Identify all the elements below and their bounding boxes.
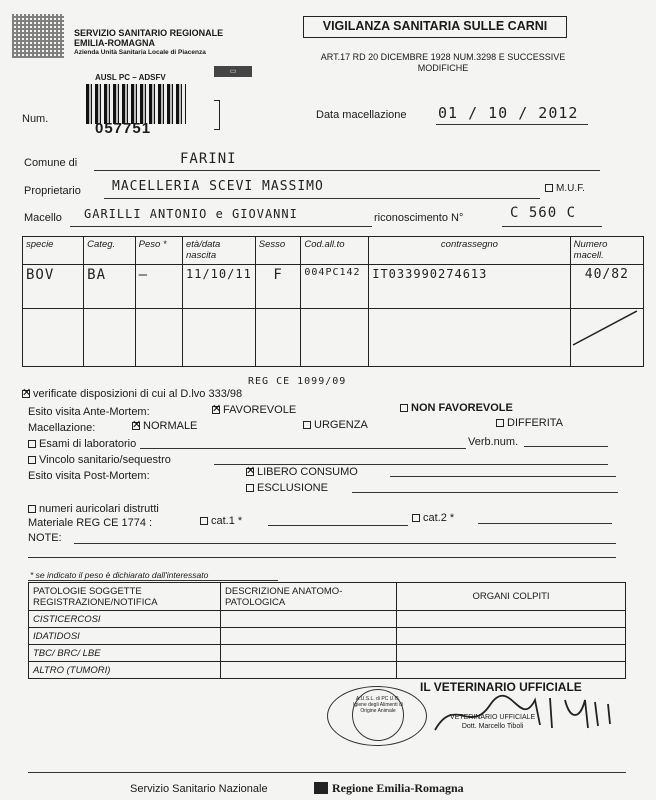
- document-title: VIGILANZA SANITARIA SULLE CARNI: [303, 16, 567, 38]
- td-eta: 11/10/11: [183, 265, 256, 309]
- favorevole-option: [212, 404, 296, 416]
- cat2-option: [412, 512, 454, 524]
- verificate-label: verificate disposizioni di cui al D.lvo 333/98: [33, 388, 243, 400]
- differita-checkbox[interactable]: [496, 419, 504, 427]
- th-patologie: PATOLOGIE SOGGETTE REGISTRAZIONE/NOTIFICA: [29, 583, 221, 611]
- non-favorevole-checkbox[interactable]: [400, 404, 408, 412]
- empty-cell: [221, 611, 397, 628]
- subtitle-line2: MODIFICHE: [417, 63, 469, 73]
- td-contrassegno: IT033990274613: [369, 265, 570, 309]
- number-bracket: [214, 100, 220, 130]
- comune-value: FARINI: [180, 151, 237, 167]
- empty-cell: [221, 628, 397, 645]
- table-row: [29, 662, 626, 679]
- vet-signature: [430, 690, 630, 740]
- vet-stamp-line1: VETERINARIO UFFICIALE: [450, 714, 536, 721]
- table-row: [29, 611, 626, 628]
- td-codall: 004PC142: [301, 265, 369, 309]
- rer-logo: [314, 782, 328, 794]
- empty-cell: [135, 309, 182, 367]
- auricolari-label: numeri auricolari distrutti: [39, 503, 159, 515]
- libero-option: [246, 466, 358, 478]
- cat1-underline: [268, 525, 408, 526]
- muf-label: M.U.F.: [556, 183, 585, 194]
- th-sesso: Sesso: [255, 237, 301, 265]
- ausl-code: AUSL PC – ADSFV: [95, 73, 166, 82]
- normale-checkbox[interactable]: [132, 422, 140, 430]
- document-subtitle: [288, 52, 598, 74]
- esclusione-label: ESCLUSIONE: [257, 482, 328, 494]
- normale-option: [132, 420, 197, 432]
- empty-cell: [397, 662, 626, 679]
- empty-cell: [301, 309, 369, 367]
- number-value: 057751: [95, 120, 152, 137]
- urgenza-option: [303, 419, 368, 431]
- cat2-underline: [478, 523, 612, 524]
- verb-num-label: Verb.num.: [468, 436, 519, 448]
- macello-label: Macello: [24, 212, 62, 224]
- muf-field: [545, 183, 585, 194]
- empty-cell: [397, 611, 626, 628]
- table-row: [23, 309, 644, 367]
- ante-label: Esito visita Ante-Mortem:: [28, 406, 150, 418]
- cat2-label: cat.2 *: [423, 512, 455, 524]
- table-row: [29, 628, 626, 645]
- pathology-name: ALTRO (TUMORI): [29, 662, 221, 679]
- pathology-name: TBC/ BRC/ LBE: [29, 645, 221, 662]
- proprietario-underline: [104, 198, 540, 199]
- empty-cell: [84, 309, 135, 367]
- libero-checkbox[interactable]: [246, 468, 254, 476]
- materiale-label: Materiale REG CE 1774 :: [28, 517, 153, 529]
- ausl-logo: [12, 14, 64, 58]
- post-label: Esito visita Post-Mortem:: [28, 470, 150, 482]
- esami-checkbox[interactable]: [28, 440, 36, 448]
- empty-cell-strike: [570, 309, 643, 367]
- footer-region: Regione Emilia-Romagna: [332, 781, 464, 795]
- ricon-underline: [502, 226, 602, 227]
- note-label: NOTE:: [28, 532, 62, 544]
- verificate-handnote: REG CE 1099/09: [248, 376, 347, 387]
- vincolo-label: Vincolo sanitario/sequestro: [39, 454, 171, 466]
- org-line3: Azienda Unità Sanitaria Locale di Piacenza: [74, 49, 206, 56]
- th-categ: Categ.: [84, 237, 135, 265]
- macello-value: GARILLI ANTONIO e GIOVANNI: [84, 207, 298, 221]
- footer-rule: [28, 772, 626, 773]
- animal-table: [22, 236, 644, 367]
- comune-underline: [94, 170, 600, 171]
- cat2-checkbox[interactable]: [412, 514, 420, 522]
- org-line2: EMILIA-ROMAGNA: [74, 38, 155, 48]
- pathology-header: [29, 583, 626, 611]
- strike-line: [571, 309, 639, 349]
- esami-option: [28, 438, 136, 450]
- proprietario-value: MACELLERIA SCEVI MASSIMO: [112, 179, 324, 194]
- empty-cell: [397, 645, 626, 662]
- favorevole-checkbox[interactable]: [212, 406, 220, 414]
- proprietario-label: Proprietario: [24, 185, 81, 197]
- stamp-inner: A.U.S.L. di PC U.O. Igiene degli Alimenti di Origine Animale: [352, 689, 404, 741]
- empty-cell: [23, 309, 84, 367]
- urgenza-label: URGENZA: [314, 419, 368, 431]
- muf-checkbox[interactable]: [545, 184, 553, 192]
- table-row: [29, 645, 626, 662]
- cat1-label: cat.1 *: [211, 515, 243, 527]
- ricon-label: riconoscimento N°: [374, 212, 464, 224]
- empty-cell: [221, 662, 397, 679]
- esclusione-underline: [352, 492, 618, 493]
- pathology-table: [28, 582, 626, 679]
- th-codall: Cod.all.to: [301, 237, 369, 265]
- th-eta: età/data nascita: [183, 237, 256, 265]
- animal-table-header: [23, 237, 644, 265]
- differita-label: DIFFERITA: [507, 417, 564, 429]
- non-favorevole-option: [400, 402, 513, 414]
- differita-option: [496, 417, 563, 429]
- verb-num-underline: [524, 446, 608, 447]
- td-peso: —: [135, 265, 182, 309]
- libero-underline: [390, 476, 616, 477]
- cat1-checkbox[interactable]: [200, 517, 208, 525]
- esclusione-checkbox[interactable]: [246, 484, 254, 492]
- macellazione-label: Macellazione:: [28, 422, 96, 434]
- date-value: 01 / 10 / 2012: [438, 104, 579, 122]
- date-underline: [436, 124, 588, 125]
- empty-cell: [221, 645, 397, 662]
- subtitle-line1: ART.17 RD 20 DICEMBRE 1928 NUM.3298 E SUCCESSIVE: [320, 52, 566, 62]
- th-numero: Numero macell.: [570, 237, 643, 265]
- auricolari-option: [28, 503, 159, 515]
- vincolo-option: [28, 454, 171, 466]
- vincolo-checkbox[interactable]: [28, 456, 36, 464]
- pathology-name: CISTICERCOSI: [29, 611, 221, 628]
- th-contrassegno: contrassegno: [369, 237, 570, 265]
- auricolari-checkbox[interactable]: [28, 505, 36, 513]
- logo-badge: ▭: [214, 66, 252, 77]
- note-line-2: [28, 557, 616, 558]
- esclusione-option: [246, 482, 328, 494]
- td-numero: 40/82: [570, 265, 643, 309]
- libero-label: LIBERO CONSUMO: [257, 466, 358, 478]
- peso-note: * se indicato il peso è dichiarato dall'interessato: [30, 570, 209, 580]
- vet-stamp-line2: Dott. Marcello Tiboli: [461, 723, 524, 730]
- normale-label: NORMALE: [143, 420, 198, 432]
- non-favorevole-label: NON FAVOREVOLE: [411, 402, 513, 414]
- urgenza-checkbox[interactable]: [303, 421, 311, 429]
- td-specie: BOV: [23, 265, 84, 309]
- favorevole-label: FAVOREVOLE: [223, 404, 297, 416]
- th-peso: Peso *: [135, 237, 182, 265]
- esami-underline: [140, 448, 466, 449]
- footer-ssn: Servizio Sanitario Nazionale: [130, 783, 268, 795]
- date-label: Data macellazione: [316, 109, 407, 121]
- pathology-name: IDATIDOSI: [29, 628, 221, 645]
- table-row: [23, 265, 644, 309]
- note-line-1: [74, 543, 616, 544]
- th-descrizione: DESCRIZIONE ANATOMO-PATOLOGICA: [221, 583, 397, 611]
- empty-cell: [255, 309, 301, 367]
- verificate-checkbox[interactable]: [22, 390, 30, 398]
- org-line1: SERVIZIO SANITARIO REGIONALE: [74, 28, 224, 38]
- peso-note-underline: [28, 580, 278, 581]
- ricon-value: C 560 C: [510, 205, 577, 221]
- comune-label: Comune di: [24, 157, 78, 169]
- org-block: [74, 28, 223, 58]
- esami-label: Esami di laboratorio: [39, 438, 137, 450]
- verificate-row: [22, 388, 242, 400]
- macello-underline: [70, 226, 372, 227]
- empty-cell: [369, 309, 570, 367]
- barcode: [86, 84, 186, 124]
- empty-cell: [397, 628, 626, 645]
- td-sesso: F: [255, 265, 301, 309]
- th-organi: ORGANI COLPITI: [397, 583, 626, 611]
- th-specie: specie: [23, 237, 84, 265]
- cat1-option: [200, 515, 242, 527]
- number-label: Num.: [22, 113, 49, 125]
- empty-cell: [183, 309, 256, 367]
- vet-title: IL VETERINARIO UFFICIALE: [420, 680, 582, 694]
- td-categ: BA: [84, 265, 135, 309]
- vincolo-underline: [214, 464, 608, 465]
